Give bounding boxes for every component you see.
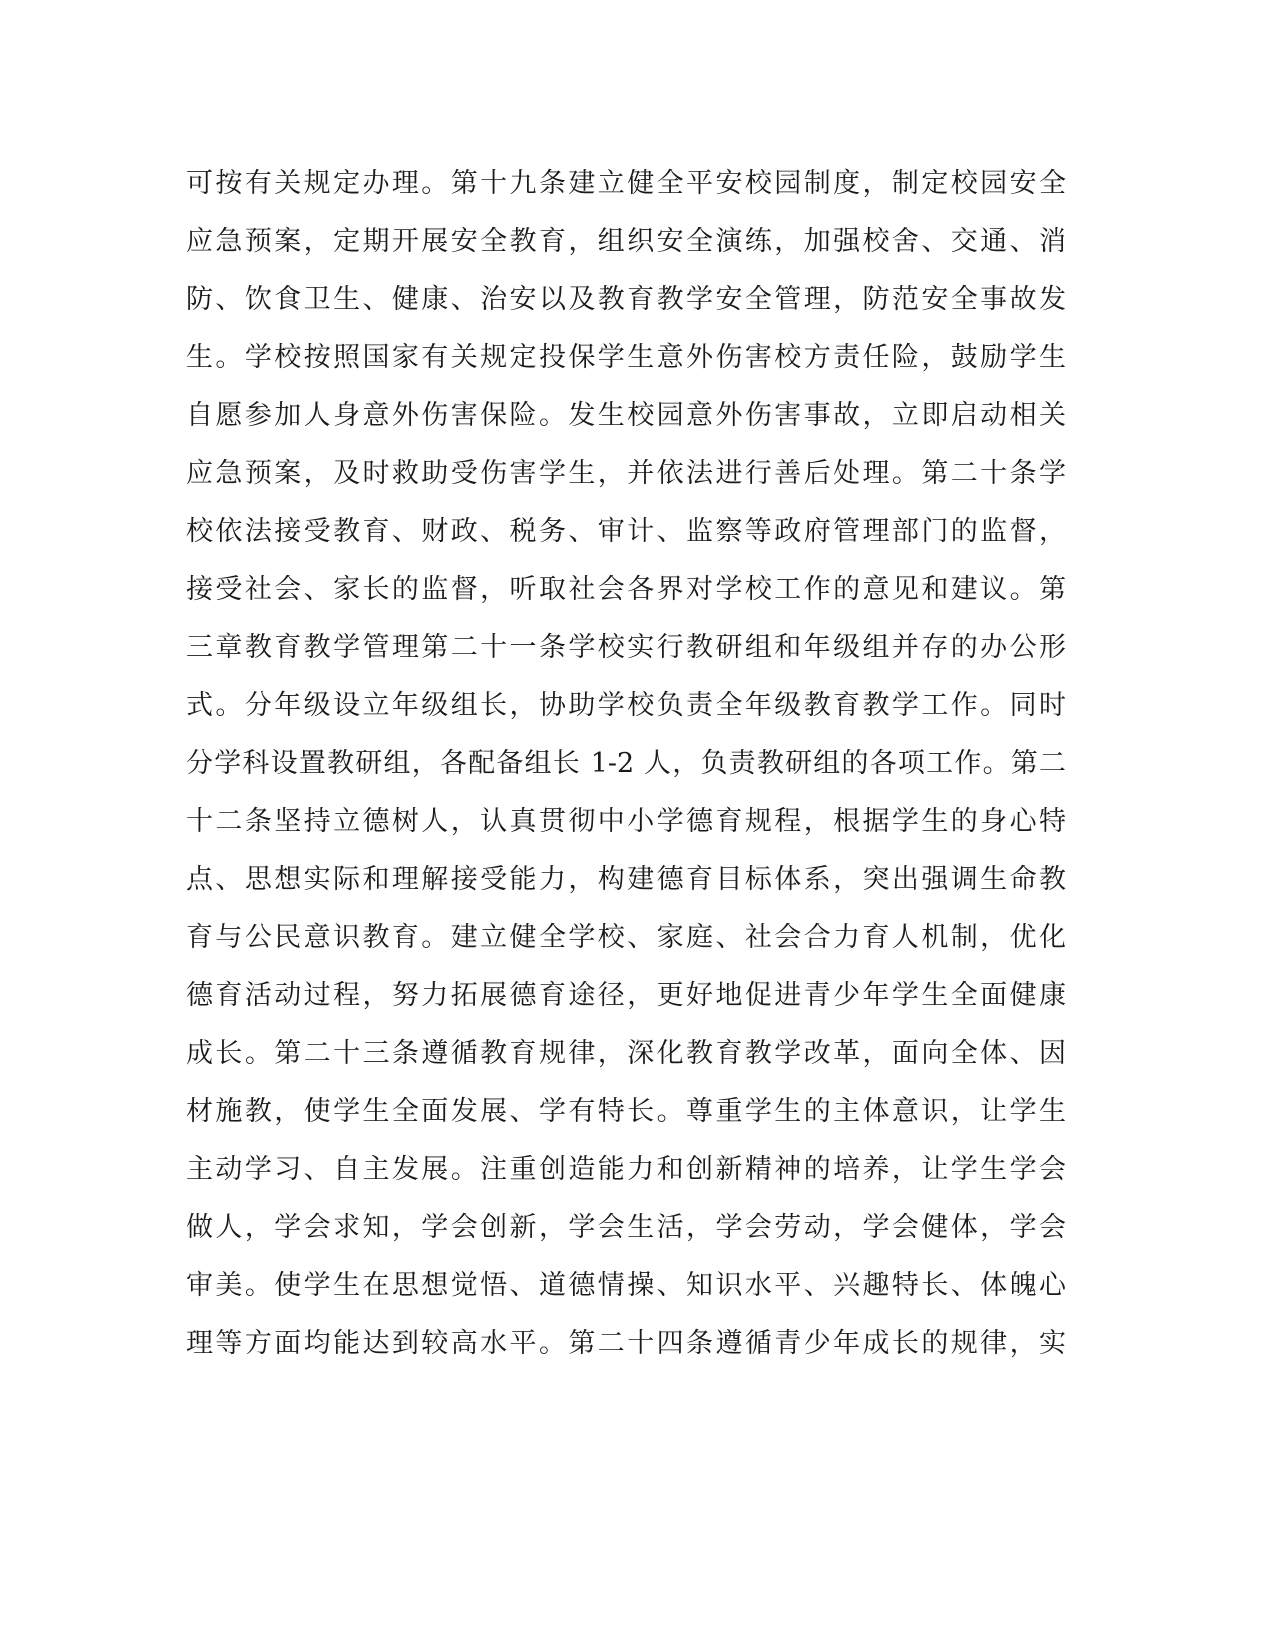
text-line: 成长。第二十三条遵循教育规律，深化教育教学改革，面向全体、因: [186, 1038, 1066, 1069]
text-line: 自愿参加人身意外伤害保险。发生校园意外伤害事故，立即启动相关: [186, 400, 1066, 431]
text-line: 应急预案，及时救助受伤害学生，并依法进行善后处理。第二十条学: [186, 458, 1066, 489]
body-text: [186, 155, 1066, 1373]
text-line: 德育活动过程，努力拓展德育途径，更好地促进青少年学生全面健康: [186, 980, 1066, 1011]
text-line: 防、饮食卫生、健康、治安以及教育教学安全管理，防范安全事故发: [186, 284, 1066, 315]
text-line: 式。分年级设立年级组长，协助学校负责全年级教育教学工作。同时: [186, 690, 1066, 721]
text-line: 理等方面均能达到较高水平。第二十四条遵循青少年成长的规律，实: [186, 1328, 1066, 1359]
text-line: 十二条坚持立德树人，认真贯彻中小学德育规程，根据学生的身心特: [186, 806, 1066, 837]
text-line: 三章教育教学管理第二十一条学校实行教研组和年级组并存的办公形: [186, 632, 1066, 663]
text-line: 应急预案，定期开展安全教育，组织安全演练，加强校舍、交通、消: [186, 226, 1066, 257]
text-line: 材施教，使学生全面发展、学有特长。尊重学生的主体意识，让学生: [186, 1096, 1066, 1127]
text-line: 校依法接受教育、财政、税务、审计、监察等政府管理部门的监督，: [186, 516, 1066, 547]
text-line: 主动学习、自主发展。注重创造能力和创新精神的培养，让学生学会: [186, 1154, 1066, 1185]
text-line: 点、思想实际和理解接受能力，构建德育目标体系，突出强调生命教: [186, 864, 1066, 895]
text-line: 分学科设置教研组，各配备组长 1-2 人，负责教研组的各项工作。第二: [186, 748, 1066, 779]
text-line: 生。学校按照国家有关规定投保学生意外伤害校方责任险，鼓励学生: [186, 342, 1066, 373]
text-line: 可按有关规定办理。第十九条建立健全平安校园制度，制定校园安全: [186, 168, 1066, 199]
text-line: 做人，学会求知，学会创新，学会生活，学会劳动，学会健体，学会: [186, 1212, 1066, 1243]
text-line: 审美。使学生在思想觉悟、道德情操、知识水平、兴趣特长、体魄心: [186, 1270, 1066, 1301]
text-line: 育与公民意识教育。建立健全学校、家庭、社会合力育人机制，优化: [186, 922, 1066, 953]
text-line: 接受社会、家长的监督，听取社会各界对学校工作的意见和建议。第: [186, 574, 1066, 605]
